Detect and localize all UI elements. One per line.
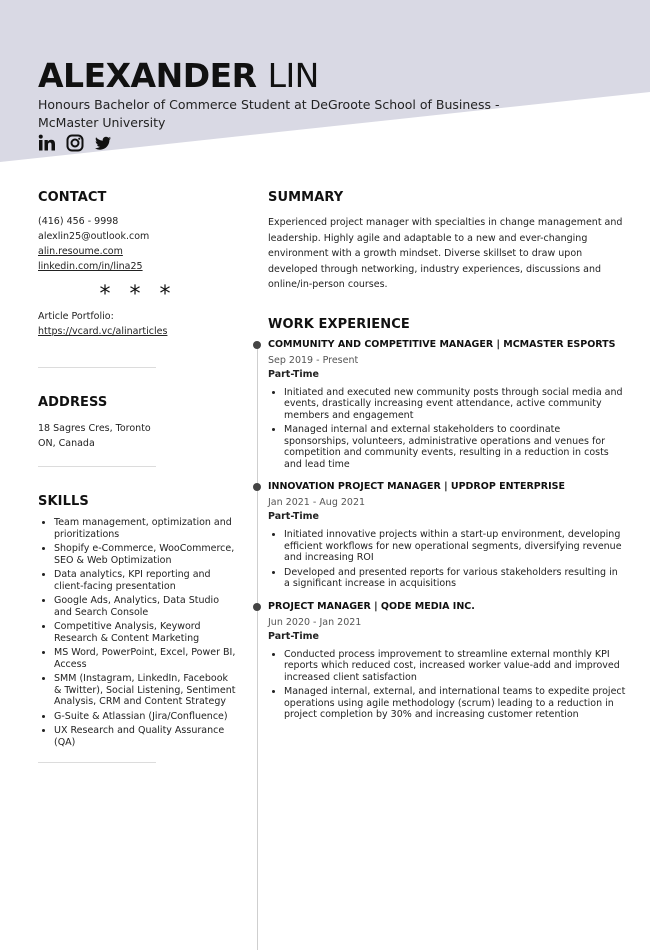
skill-item: • Google Ads, Analytics, Data Studio and Search Console <box>54 595 238 618</box>
job-bullet: • Developed and presented reports for various stakeholders resulting in a significant increase in acquisitions <box>284 567 626 590</box>
job-entry <box>268 600 626 721</box>
candidate-name <box>38 56 319 96</box>
summary-heading: SUMMARY <box>268 190 344 205</box>
portfolio-label: Article Portfolio: <box>38 311 114 322</box>
summary-text: Experienced project manager with specialties in change management and leadership. Highly agile and adaptable to a new and ever-changing environment with a growth mindset. Diverse skillset to draw upon developed through networking, industry experiences, discussions and online/in-person courses. <box>268 217 623 290</box>
divider <box>38 466 156 467</box>
skill-item: • G-Suite & Atlassian (Jira/Confluence) <box>54 711 238 723</box>
job-bullets <box>268 649 626 721</box>
job-title: INNOVATION PROJECT MANAGER | UPDROP ENTERPRISE <box>268 481 565 492</box>
separator-stars: * * * <box>99 282 177 307</box>
divider <box>38 762 156 763</box>
portfolio-link[interactable]: https://vcard.vc/alinarticles <box>38 326 168 337</box>
job-bullets <box>268 529 626 590</box>
skill-item: • Competitive Analysis, Keyword Research & Content Marketing <box>54 621 238 644</box>
first-name: ALEXANDER <box>38 56 257 95</box>
job-entry <box>268 338 626 471</box>
skill-item: • UX Research and Quality Assurance (QA) <box>54 725 238 748</box>
website-link[interactable]: alin.resoume.com <box>38 246 123 257</box>
phone-number: (416) 456 - 9998 <box>38 216 119 227</box>
job-bullet: • Managed internal and external stakeholders to coordinate sponsorships, volunteers, administrative operations and venues for competition and community events, resulting in a reduction in costs and lead time <box>284 424 626 470</box>
job-date: Sep 2019 - Present <box>268 354 359 366</box>
timeline-dot <box>253 603 261 611</box>
headline: Honours Bachelor of Commerce Student at DeGroote School of Business - McMaster University <box>38 97 500 130</box>
job-bullets <box>268 387 626 471</box>
job-entry <box>268 480 626 590</box>
address-line-1: 18 Sagres Cres, Toronto <box>38 423 151 434</box>
address-heading: ADDRESS <box>38 395 108 410</box>
skill-item: • Shopify e-Commerce, WooCommerce, SEO & Web Optimization <box>54 543 238 566</box>
skill-item: • MS Word, PowerPoint, Excel, Power BI, Access <box>54 647 238 670</box>
left-column <box>38 190 238 763</box>
skill-item: • Data analytics, KPI reporting and client-facing presentation <box>54 569 238 592</box>
job-bullet: • Initiated and executed new community posts through social media and events, drastically increasing event attendance, active community members and engagement <box>284 387 626 422</box>
timeline-dot <box>253 483 261 491</box>
linkedin-link[interactable]: linkedin.com/in/lina25 <box>38 261 143 272</box>
skills-list <box>38 517 238 748</box>
twitter-icon[interactable] <box>94 134 112 152</box>
job-bullet: • Conducted process improvement to streamline external monthly KPI reports which reduced cost, increased worker value-add and improved increased client satisfaction <box>284 649 626 684</box>
skills-heading: SKILLS <box>38 494 89 509</box>
skill-item: • SMM (Instagram, LinkedIn, Facebook & Twitter), Social Listening, Sentiment Analysis, CRM and Content Strategy <box>54 673 238 708</box>
timeline-dot <box>253 341 261 349</box>
right-column <box>268 190 626 724</box>
linkedin-icon[interactable] <box>38 134 56 152</box>
work-experience-heading: WORK EXPERIENCE <box>268 316 410 332</box>
job-title: COMMUNITY AND COMPETITIVE MANAGER | MCMASTER ESPORTS <box>268 338 616 350</box>
contact-heading: CONTACT <box>38 190 107 205</box>
job-type: Part-Time <box>268 511 319 522</box>
last-name: LIN <box>267 56 319 95</box>
timeline-line <box>257 344 258 950</box>
job-date: Jun 2020 - Jan 2021 <box>268 616 362 628</box>
address-line-2: ON, Canada <box>38 438 95 449</box>
divider <box>38 367 156 368</box>
social-links <box>38 134 112 152</box>
job-date: Jan 2021 - Aug 2021 <box>268 497 366 508</box>
job-type: Part-Time <box>268 630 319 642</box>
skill-item: • Team management, optimization and prioritizations <box>54 517 238 540</box>
job-title: PROJECT MANAGER | QODE MEDIA INC. <box>268 600 475 612</box>
email-address: alexlin25@outlook.com <box>38 231 150 242</box>
job-bullet: • Initiated innovative projects within a start-up environment, developing efficient workflows for new operational segments, diversifying revenue and increasing ROI <box>284 529 626 564</box>
job-bullet: • Managed internal, external, and international teams to expedite project operations using agile methodology (scrum) leading to a reduction in project completion by 30% and increasing customer retention <box>284 686 626 721</box>
instagram-icon[interactable] <box>66 134 84 152</box>
job-type: Part-Time <box>268 368 319 380</box>
